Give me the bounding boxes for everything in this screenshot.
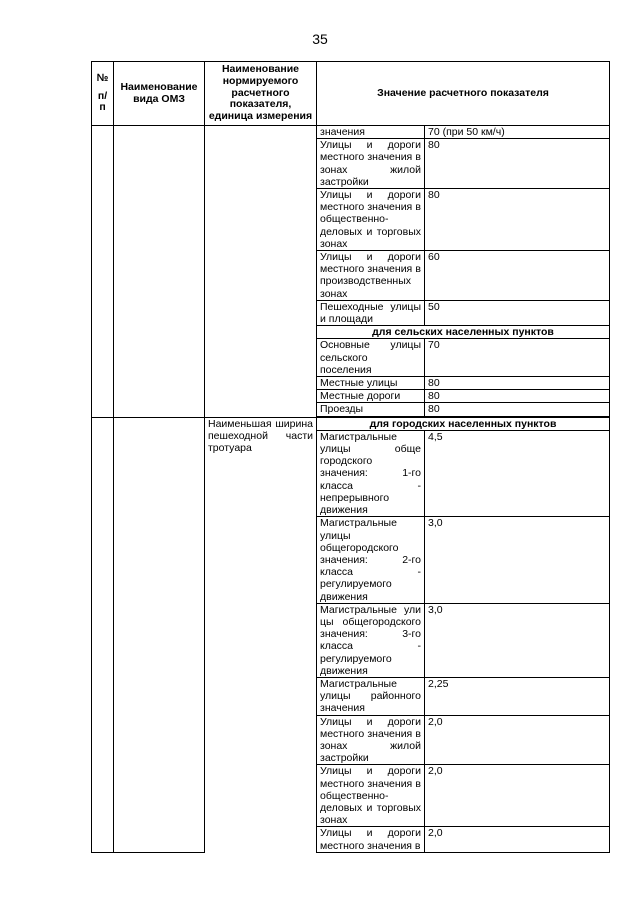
row-label: Магистральные ули цы общегородского значения: 3-го класса - регулируемого движения bbox=[317, 603, 425, 677]
row-value: 60 bbox=[425, 251, 610, 301]
row-value: 80 bbox=[425, 403, 610, 416]
cell-omz bbox=[114, 126, 205, 418]
row-value: 2,0 bbox=[425, 715, 610, 765]
row-value: 70 bbox=[425, 339, 610, 377]
row-label: Улицы и дороги местного значения в bbox=[317, 827, 425, 852]
row-value: 80 bbox=[425, 189, 610, 251]
header-number-line2: п/п bbox=[97, 89, 108, 114]
header-omz: Наименование вида ОМЗ bbox=[114, 62, 205, 126]
table-row bbox=[92, 126, 610, 139]
row-value: 2,25 bbox=[425, 677, 610, 715]
row-value: 70 (при 50 км/ч) bbox=[425, 126, 610, 139]
row-value: 50 bbox=[425, 300, 610, 325]
cell-omz bbox=[114, 417, 205, 852]
row-value: 80 bbox=[425, 390, 610, 403]
header-number-line1: № bbox=[96, 71, 109, 84]
cell-number bbox=[92, 417, 114, 852]
urban-subheader: для городских населенных пунктов bbox=[317, 417, 610, 430]
row-label: Местные улицы bbox=[317, 377, 425, 390]
row-label: Магистральные улицы обще городского значения: 1-го класса - непрерывного движения bbox=[317, 430, 425, 516]
row-value: 80 bbox=[425, 139, 610, 189]
indicator-cell: Наименьшая ширина пешеходной части тротуара bbox=[205, 417, 317, 852]
header-number bbox=[92, 62, 114, 126]
row-label: Улицы и дороги местного значения в производственных зонах bbox=[317, 251, 425, 301]
header-row bbox=[92, 62, 610, 126]
header-value: Значение расчетного показателя bbox=[317, 62, 610, 126]
row-value: 3,0 bbox=[425, 603, 610, 677]
row-label: Улицы и дороги местного значения в общественно-деловых и торговых зонах bbox=[317, 189, 425, 251]
row-value: 80 bbox=[425, 377, 610, 390]
row-value: 2,0 bbox=[425, 765, 610, 827]
row-value: 2,0 bbox=[425, 827, 610, 852]
row-label: Проезды bbox=[317, 403, 425, 416]
row-label: Магистральные улицы районного значения bbox=[317, 677, 425, 715]
subheader-row bbox=[92, 417, 610, 430]
rural-subheader: для сельских населенных пунктов bbox=[317, 326, 610, 339]
row-value: 4,5 bbox=[425, 430, 610, 516]
row-label: значения bbox=[317, 126, 425, 139]
page-number: 35 bbox=[312, 31, 328, 47]
row-label: Магистральные улицы общегородского значения: 2-го класса - регулируемого движения bbox=[317, 517, 425, 603]
norms-table bbox=[91, 61, 610, 853]
row-label: Улицы и дороги местного значения в зонах жилой застройки bbox=[317, 139, 425, 189]
row-label: Местные дороги bbox=[317, 390, 425, 403]
row-label: Улицы и дороги местного значения в зонах жилой застройки bbox=[317, 715, 425, 765]
header-indicator: Наименование нормируемого расчетного показателя, единица измерения bbox=[205, 62, 317, 126]
row-label: Улицы и дороги местного значения в общественно-деловых и торговых зонах bbox=[317, 765, 425, 827]
cell-number bbox=[92, 126, 114, 418]
row-label: Основные улицы сельского поселения bbox=[317, 339, 425, 377]
cell-indicator bbox=[205, 126, 317, 418]
row-value: 3,0 bbox=[425, 517, 610, 603]
row-label: Пешеходные улицы и площади bbox=[317, 300, 425, 325]
